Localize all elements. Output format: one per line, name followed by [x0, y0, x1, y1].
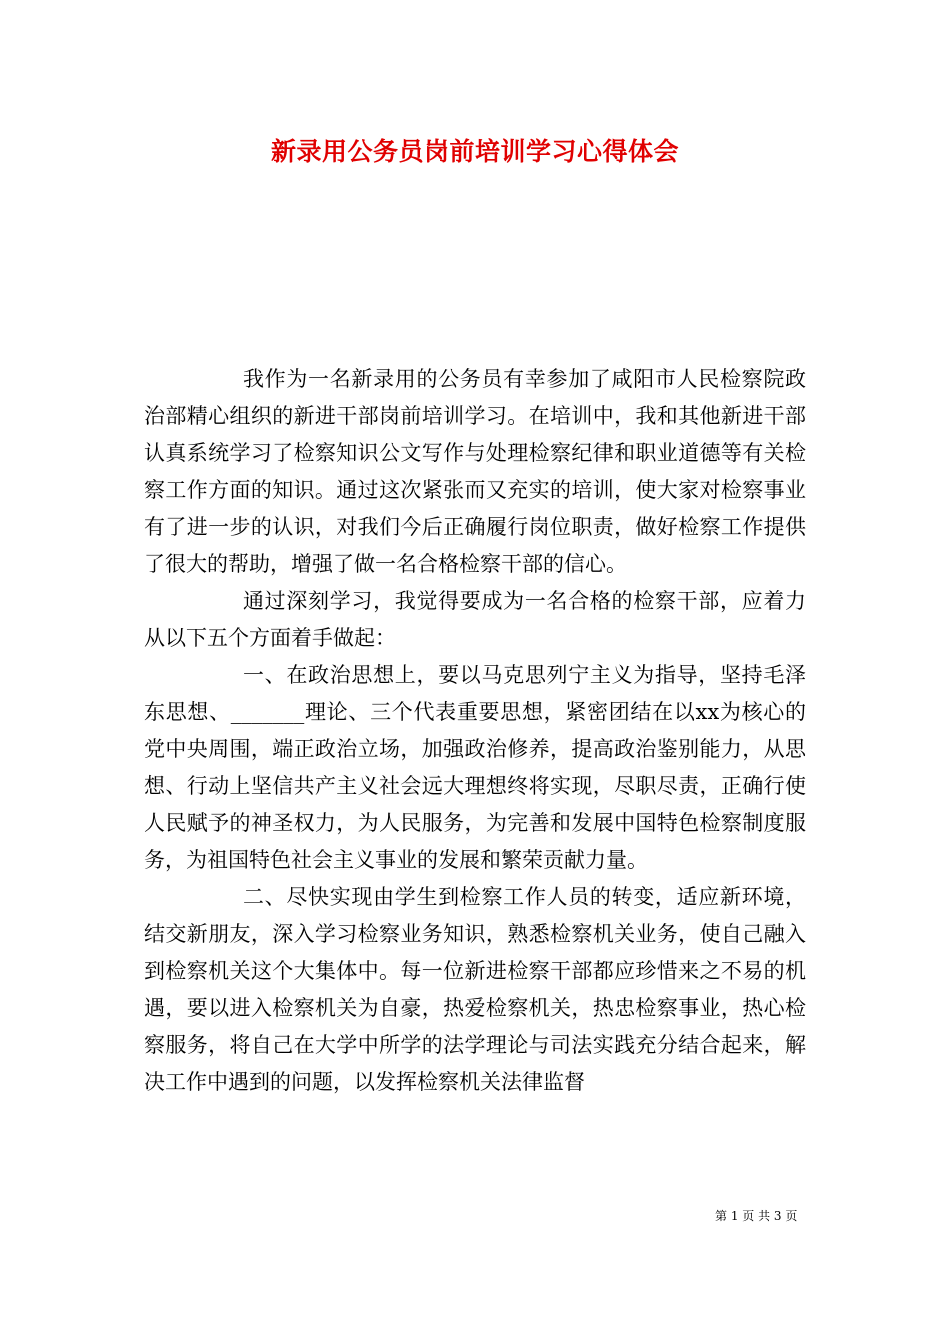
paragraph-overview: 通过深刻学习，我觉得要成为一名合格的检察干部，应着力从以下五个方面着手做起：	[144, 589, 806, 650]
paragraph-point-two: 二、尽快实现由学生到检察工作人员的转变，适应新环境，结交新朋友，深入学习检察业务知识，熟悉检察机关业务，使自己融入到检察机关这个大集体中。每一位新进检察干部都应珍惜来之不易的机遇，要以进入检察机关为自豪，热爱检察机关，热忠检察事业，热心检察服务，将自己在大学中所学的法学理论与司法实践充分结合起来，解决工作中遇到的问题，以发挥检察机关法律监督	[144, 885, 806, 1094]
paragraph-point-one: 一、在政治思想上，要以马克思列宁主义为指导，坚持毛泽东思想、_______理论、三个代表重要思想，紧密团结在以xx为核心的党中央周围，端正政治立场，加强政治修养，提高政治鉴别能力，从思想、行动上坚信共产主义社会远大理想终将实现，尽职尽责，正确行使人民赋予的神圣权力，为人民服务，为完善和发展中国特色检察制度服务，为祖国特色社会主义事业的发展和繁荣贡献力量。	[144, 663, 806, 872]
page-number: 第 1 页 共 3 页	[715, 1209, 798, 1223]
paragraph-intro: 我作为一名新录用的公务员有幸参加了咸阳市人民检察院政治部精心组织的新进干部岗前培训学习。在培训中，我和其他新进干部认真系统学习了检察知识公文写作与处理检察纪律和职业道德等有关检察工作方面的知识。通过这次紧张而又充实的培训，使大家对检察事业有了进一步的认识，对我们今后正确履行岗位职责，做好检察工作提供了很大的帮助，增强了做一名合格检察干部的信心。	[144, 367, 806, 576]
document-body	[144, 361, 806, 1101]
document-title: 新录用公务员岗前培训学习心得体会	[270, 137, 679, 166]
